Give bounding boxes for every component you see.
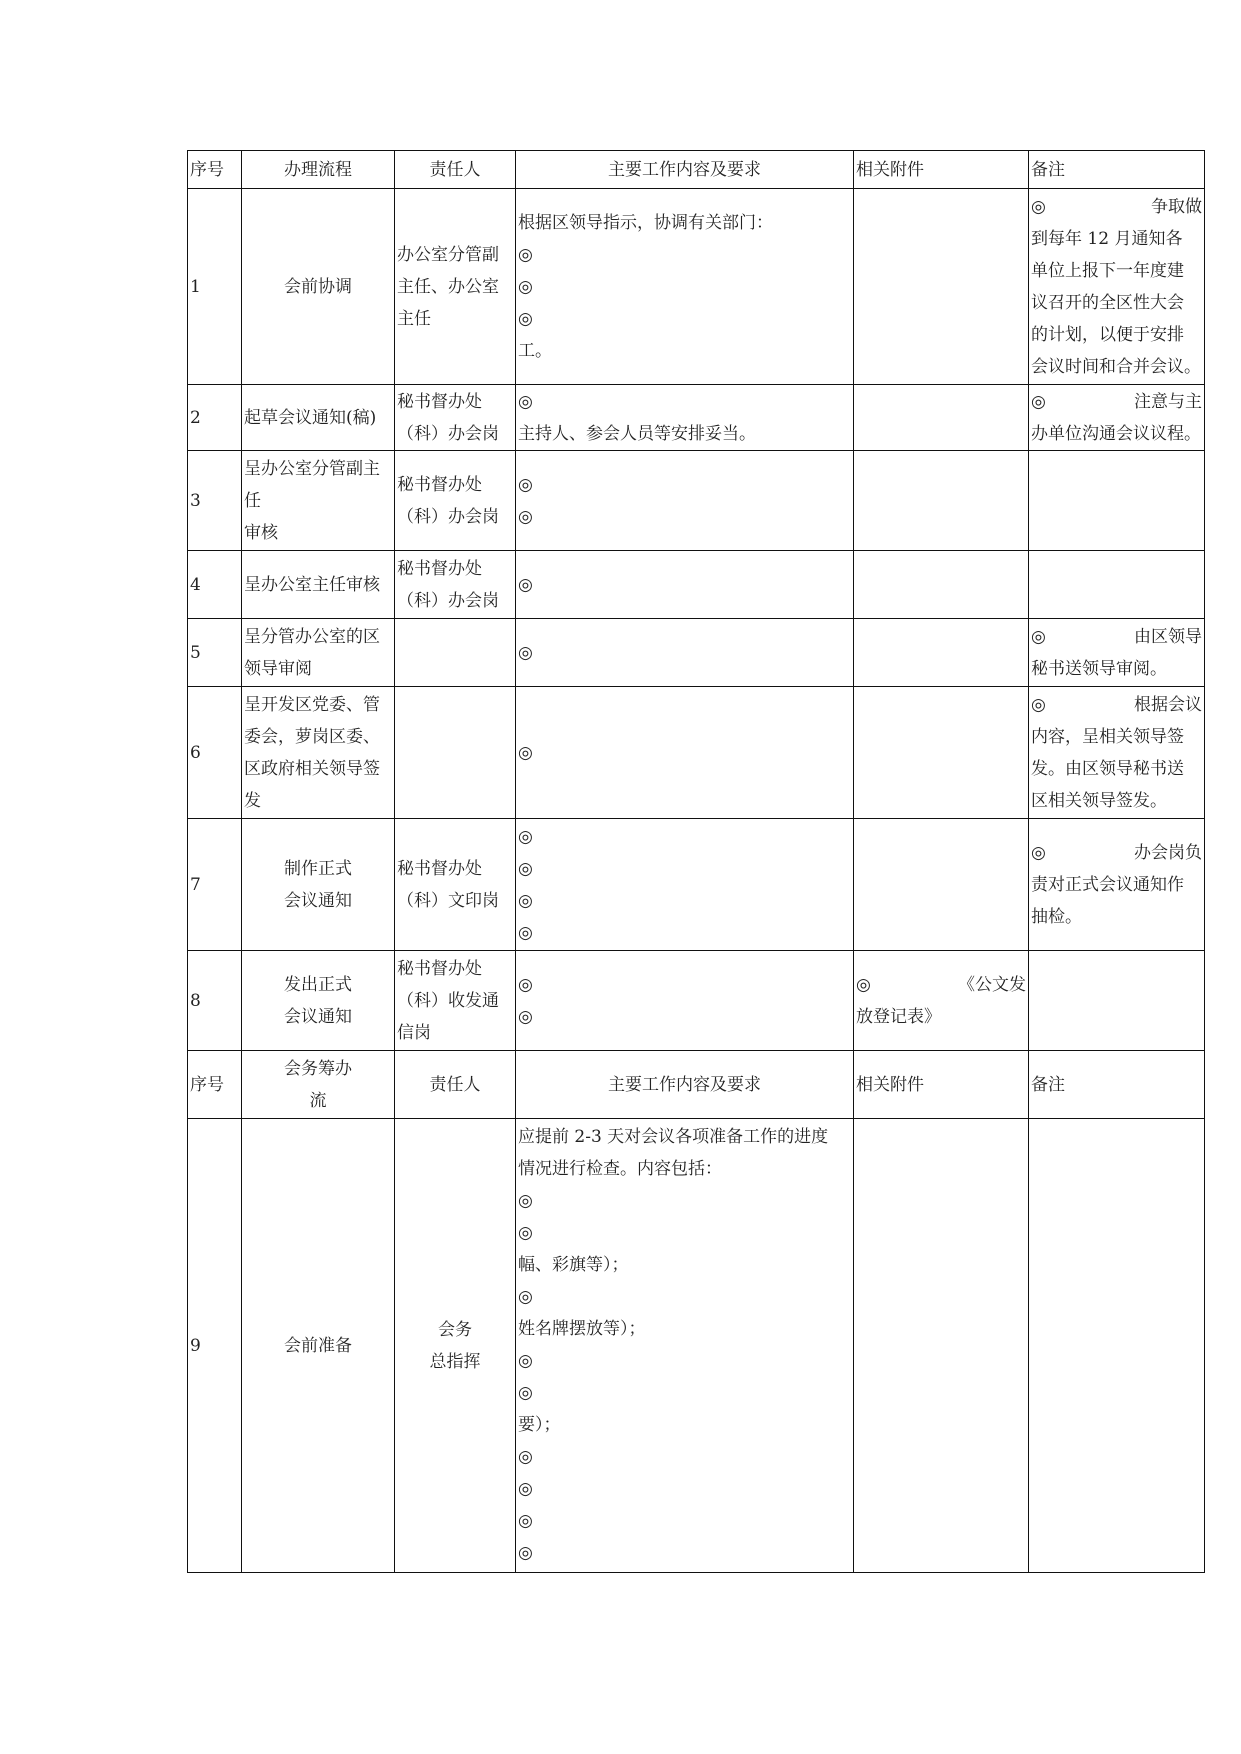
content-item — [518, 1473, 851, 1505]
content-item — [518, 737, 851, 769]
owner-line: （科）办会岗 — [397, 506, 499, 527]
owner-line: 主任、办公室 — [397, 276, 499, 297]
bullet-icon: ◎ — [518, 1191, 533, 1211]
flow-line: 制作正式 — [284, 858, 352, 879]
row-content — [516, 619, 854, 687]
content-item — [518, 239, 851, 271]
content-item — [518, 1441, 851, 1473]
row-remarks — [1029, 451, 1205, 551]
content-item — [518, 1345, 851, 1377]
content-item — [518, 1001, 851, 1033]
header-flow: 办理流程 — [242, 151, 395, 189]
content-intro: 根据区领导指示，协调有关部门： — [518, 212, 773, 233]
bullet-icon: ◎ — [518, 1223, 533, 1243]
bullet-icon: ◎ — [1031, 626, 1046, 647]
header2-seq: 序号 — [188, 1051, 242, 1119]
table-body — [188, 151, 1205, 1573]
content-item — [518, 1185, 851, 1217]
remark-text: 争取做 — [1151, 196, 1202, 217]
row-flow — [242, 619, 395, 687]
attachment-text: 《公文发 — [958, 974, 1026, 995]
content-item — [518, 885, 851, 917]
flow-line: 呈办公室分管副主 — [244, 458, 380, 479]
owner-line: （科）办会岗 — [397, 590, 499, 611]
row-flow: 会前准备 — [242, 1119, 395, 1573]
row-attachments — [854, 619, 1029, 687]
row-content — [516, 819, 854, 951]
row-owner — [395, 1119, 516, 1573]
bullet-icon: ◎ — [518, 858, 533, 879]
header2-owner: 责任人 — [395, 1051, 516, 1119]
owner-line: 秘书督办处 — [397, 474, 482, 495]
header-remarks: 备注 — [1029, 151, 1205, 189]
flow-line: 区政府相关领导签 — [244, 758, 380, 779]
row-flow — [242, 385, 395, 451]
bullet-icon: ◎ — [856, 974, 871, 995]
owner-line: 秘书督办处 — [397, 558, 482, 579]
flow-line: 任 — [244, 490, 261, 511]
row-seq: 6 — [188, 687, 242, 819]
row-remarks — [1029, 1119, 1205, 1573]
row-seq: 1 — [188, 189, 242, 385]
attachment-line: 放登记表》 — [856, 1006, 941, 1027]
remark-text: 由区领导 — [1134, 626, 1202, 647]
remark-line: 单位上报下一年度建 — [1031, 260, 1184, 281]
flow-line: 领导审阅 — [244, 658, 312, 679]
row-flow — [242, 687, 395, 819]
row-remarks — [1029, 189, 1205, 385]
row-attachments — [854, 687, 1029, 819]
header2-flow-char1: 流 — [309, 1090, 327, 1111]
bullet-icon: ◎ — [518, 506, 533, 527]
remark-text: 注意与主 — [1134, 391, 1202, 412]
row-seq: 7 — [188, 819, 242, 951]
owner-line: 办公室分管副 — [397, 244, 499, 265]
owner-line: 秘书督办处 — [397, 858, 482, 879]
header-seq: 序号 — [188, 151, 242, 189]
content-item-continued: 幅、彩旗等）； — [518, 1255, 629, 1275]
row-seq: 4 — [188, 551, 242, 619]
content-item — [518, 303, 851, 335]
content-item — [518, 1537, 851, 1569]
remark-line: 内容，呈相关领导签 — [1031, 726, 1184, 747]
row-content — [516, 1119, 854, 1573]
row-flow — [242, 189, 395, 385]
flow-line: 会议通知 — [284, 1006, 352, 1027]
bullet-icon: ◎ — [518, 1287, 533, 1307]
header2-attachments: 相关附件 — [854, 1051, 1029, 1119]
row-owner — [395, 385, 516, 451]
row-remarks — [1029, 687, 1205, 819]
row-seq: 3 — [188, 451, 242, 551]
content-item — [518, 569, 851, 601]
header2-content: 主要工作内容及要求 — [516, 1051, 854, 1119]
bullet-icon: ◎ — [518, 890, 533, 911]
row-attachments — [854, 1119, 1029, 1573]
bullet-icon: ◎ — [518, 742, 533, 763]
content-item — [518, 853, 851, 885]
row-attachments — [854, 951, 1029, 1051]
bullet-icon: ◎ — [1031, 694, 1046, 715]
header-row — [188, 151, 1205, 189]
table-row — [188, 385, 1205, 451]
content-item — [518, 1377, 851, 1409]
bullet-icon: ◎ — [518, 574, 533, 595]
flow-line: 起草会议通知(稿) — [244, 407, 377, 428]
meeting-procedure-table — [187, 150, 1205, 1573]
remark-first-line — [1031, 689, 1202, 721]
row-owner — [395, 451, 516, 551]
bullet-icon: ◎ — [518, 1511, 533, 1531]
owner-line: （科）文印岗 — [397, 890, 499, 911]
remark-line: 发。由区领导秘书送 — [1031, 758, 1184, 779]
bullet-icon: ◎ — [1031, 391, 1046, 412]
remark-line: 秘书送领导审阅。 — [1031, 658, 1167, 679]
row-flow — [242, 951, 395, 1051]
row-remarks — [1029, 819, 1205, 951]
flow-line: 审核 — [244, 522, 278, 543]
content-item — [518, 469, 851, 501]
row-owner — [395, 551, 516, 619]
row-attachments — [854, 451, 1029, 551]
content-item — [518, 1505, 851, 1537]
row-attachments — [854, 189, 1029, 385]
bullet-icon: ◎ — [518, 474, 533, 495]
remark-line: 责对正式会议通知作 — [1031, 874, 1184, 895]
content-intro: 应提前 2-3 天对会议各项准备工作的进度 — [518, 1127, 829, 1147]
owner-line: 秘书督办处 — [397, 391, 482, 412]
row-seq: 9 — [188, 1119, 242, 1573]
row-owner — [395, 687, 516, 819]
row-owner — [395, 189, 516, 385]
header-attachments: 相关附件 — [854, 151, 1029, 189]
header2-flow — [242, 1051, 395, 1119]
content-item — [518, 271, 851, 303]
row-content — [516, 687, 854, 819]
remark-first-line — [1031, 837, 1202, 869]
row-content — [516, 451, 854, 551]
content-item — [518, 637, 851, 669]
remark-line: 区相关领导签发。 — [1031, 790, 1167, 811]
bullet-icon: ◎ — [1031, 196, 1046, 217]
row-remarks — [1029, 551, 1205, 619]
table-row — [188, 551, 1205, 619]
row-flow — [242, 551, 395, 619]
bullet-icon: ◎ — [518, 1479, 533, 1499]
row-remarks — [1029, 951, 1205, 1051]
flow-line: 发 — [244, 790, 261, 811]
content-item — [518, 969, 851, 1001]
bullet-icon: ◎ — [518, 1351, 533, 1371]
row-content — [516, 951, 854, 1051]
bullet-icon: ◎ — [518, 642, 533, 663]
content-tail: 工。 — [518, 340, 552, 361]
owner-line: 秘书督办处 — [397, 958, 482, 979]
remark-line: 办单位沟通会议议程。 — [1031, 423, 1201, 444]
header2-flow-line2 — [244, 1085, 392, 1117]
owner-line: （科）办会岗 — [397, 423, 499, 444]
remark-line: 议召开的全区性大会 — [1031, 292, 1184, 313]
remark-line: 到每年 12 月通知各 — [1031, 228, 1183, 249]
bullet-icon: ◎ — [1031, 842, 1046, 863]
row-owner — [395, 819, 516, 951]
remark-line: 抽检。 — [1031, 906, 1082, 927]
flow-line: 会议通知 — [284, 890, 352, 911]
remark-line: 会议时间和合并会议。 — [1031, 356, 1201, 377]
header-owner: 责任人 — [395, 151, 516, 189]
row-content — [516, 551, 854, 619]
table-row — [188, 189, 1205, 385]
table-row — [188, 687, 1205, 819]
header2-flow-line1: 会务筹办 — [284, 1058, 352, 1079]
row-seq: 2 — [188, 385, 242, 451]
row-attachments — [854, 385, 1029, 451]
row-seq: 8 — [188, 951, 242, 1051]
attachment-first-line — [856, 969, 1026, 1001]
owner-line: （科）收发通 — [397, 990, 499, 1011]
bullet-icon: ◎ — [518, 922, 533, 943]
row-remarks — [1029, 619, 1205, 687]
bullet-icon: ◎ — [518, 244, 533, 265]
bullet-icon: ◎ — [518, 1447, 533, 1467]
content-item — [518, 1217, 851, 1249]
bullet-icon: ◎ — [518, 1383, 533, 1403]
table-row — [188, 951, 1205, 1051]
bullet-icon: ◎ — [518, 974, 533, 995]
row-remarks — [1029, 385, 1205, 451]
table-row — [188, 619, 1205, 687]
flow-line: 呈分管办公室的区 — [244, 626, 380, 647]
content-item — [518, 501, 851, 533]
flow-line: 会前协调 — [284, 276, 352, 297]
content-tail: 主持人、参会人员等安排妥当。 — [518, 423, 756, 444]
row-seq: 5 — [188, 619, 242, 687]
header-row-2 — [188, 1051, 1205, 1119]
table-row — [188, 819, 1205, 951]
table-row — [188, 451, 1205, 551]
bullet-icon: ◎ — [518, 826, 533, 847]
bullet-icon: ◎ — [518, 276, 533, 297]
content-item — [518, 1281, 851, 1313]
remark-text: 根据会议 — [1134, 694, 1202, 715]
flow-line: 委会，萝岗区委、 — [244, 726, 380, 747]
row-attachments — [854, 551, 1029, 619]
bullet-icon: ◎ — [518, 1543, 533, 1563]
bullet-icon: ◎ — [518, 1006, 533, 1027]
remark-first-line — [1031, 191, 1202, 223]
remark-first-line — [1031, 621, 1202, 653]
owner-line: 会务 — [438, 1319, 472, 1340]
owner-line: 总指挥 — [429, 1351, 481, 1372]
content-item — [518, 917, 851, 949]
content-item-continued: 要）； — [518, 1415, 561, 1435]
flow-line: 呈开发区党委、管 — [244, 694, 380, 715]
row-flow — [242, 819, 395, 951]
owner-line: 主任 — [397, 308, 431, 329]
row-flow — [242, 451, 395, 551]
row-attachments — [854, 819, 1029, 951]
content-item-continued: 姓名牌摆放等）； — [518, 1319, 646, 1339]
remark-first-line — [1031, 386, 1202, 418]
bullet-icon: ◎ — [518, 391, 533, 412]
table-row — [188, 1119, 1205, 1573]
remark-text: 办会岗负 — [1134, 842, 1202, 863]
row-owner — [395, 619, 516, 687]
content-item — [518, 821, 851, 853]
owner-line: 信岗 — [397, 1022, 431, 1043]
content-item — [518, 386, 851, 418]
row-content — [516, 385, 854, 451]
remark-line: 的计划，以便于安排 — [1031, 324, 1184, 345]
header-content: 主要工作内容及要求 — [516, 151, 854, 189]
row-content — [516, 189, 854, 385]
flow-line: 呈办公室主任审核 — [244, 574, 380, 595]
content-intro: 情况进行检查。内容包括： — [518, 1159, 722, 1179]
row-owner — [395, 951, 516, 1051]
header2-remarks: 备注 — [1029, 1051, 1205, 1119]
bullet-icon: ◎ — [518, 308, 533, 329]
flow-line: 发出正式 — [284, 974, 352, 995]
